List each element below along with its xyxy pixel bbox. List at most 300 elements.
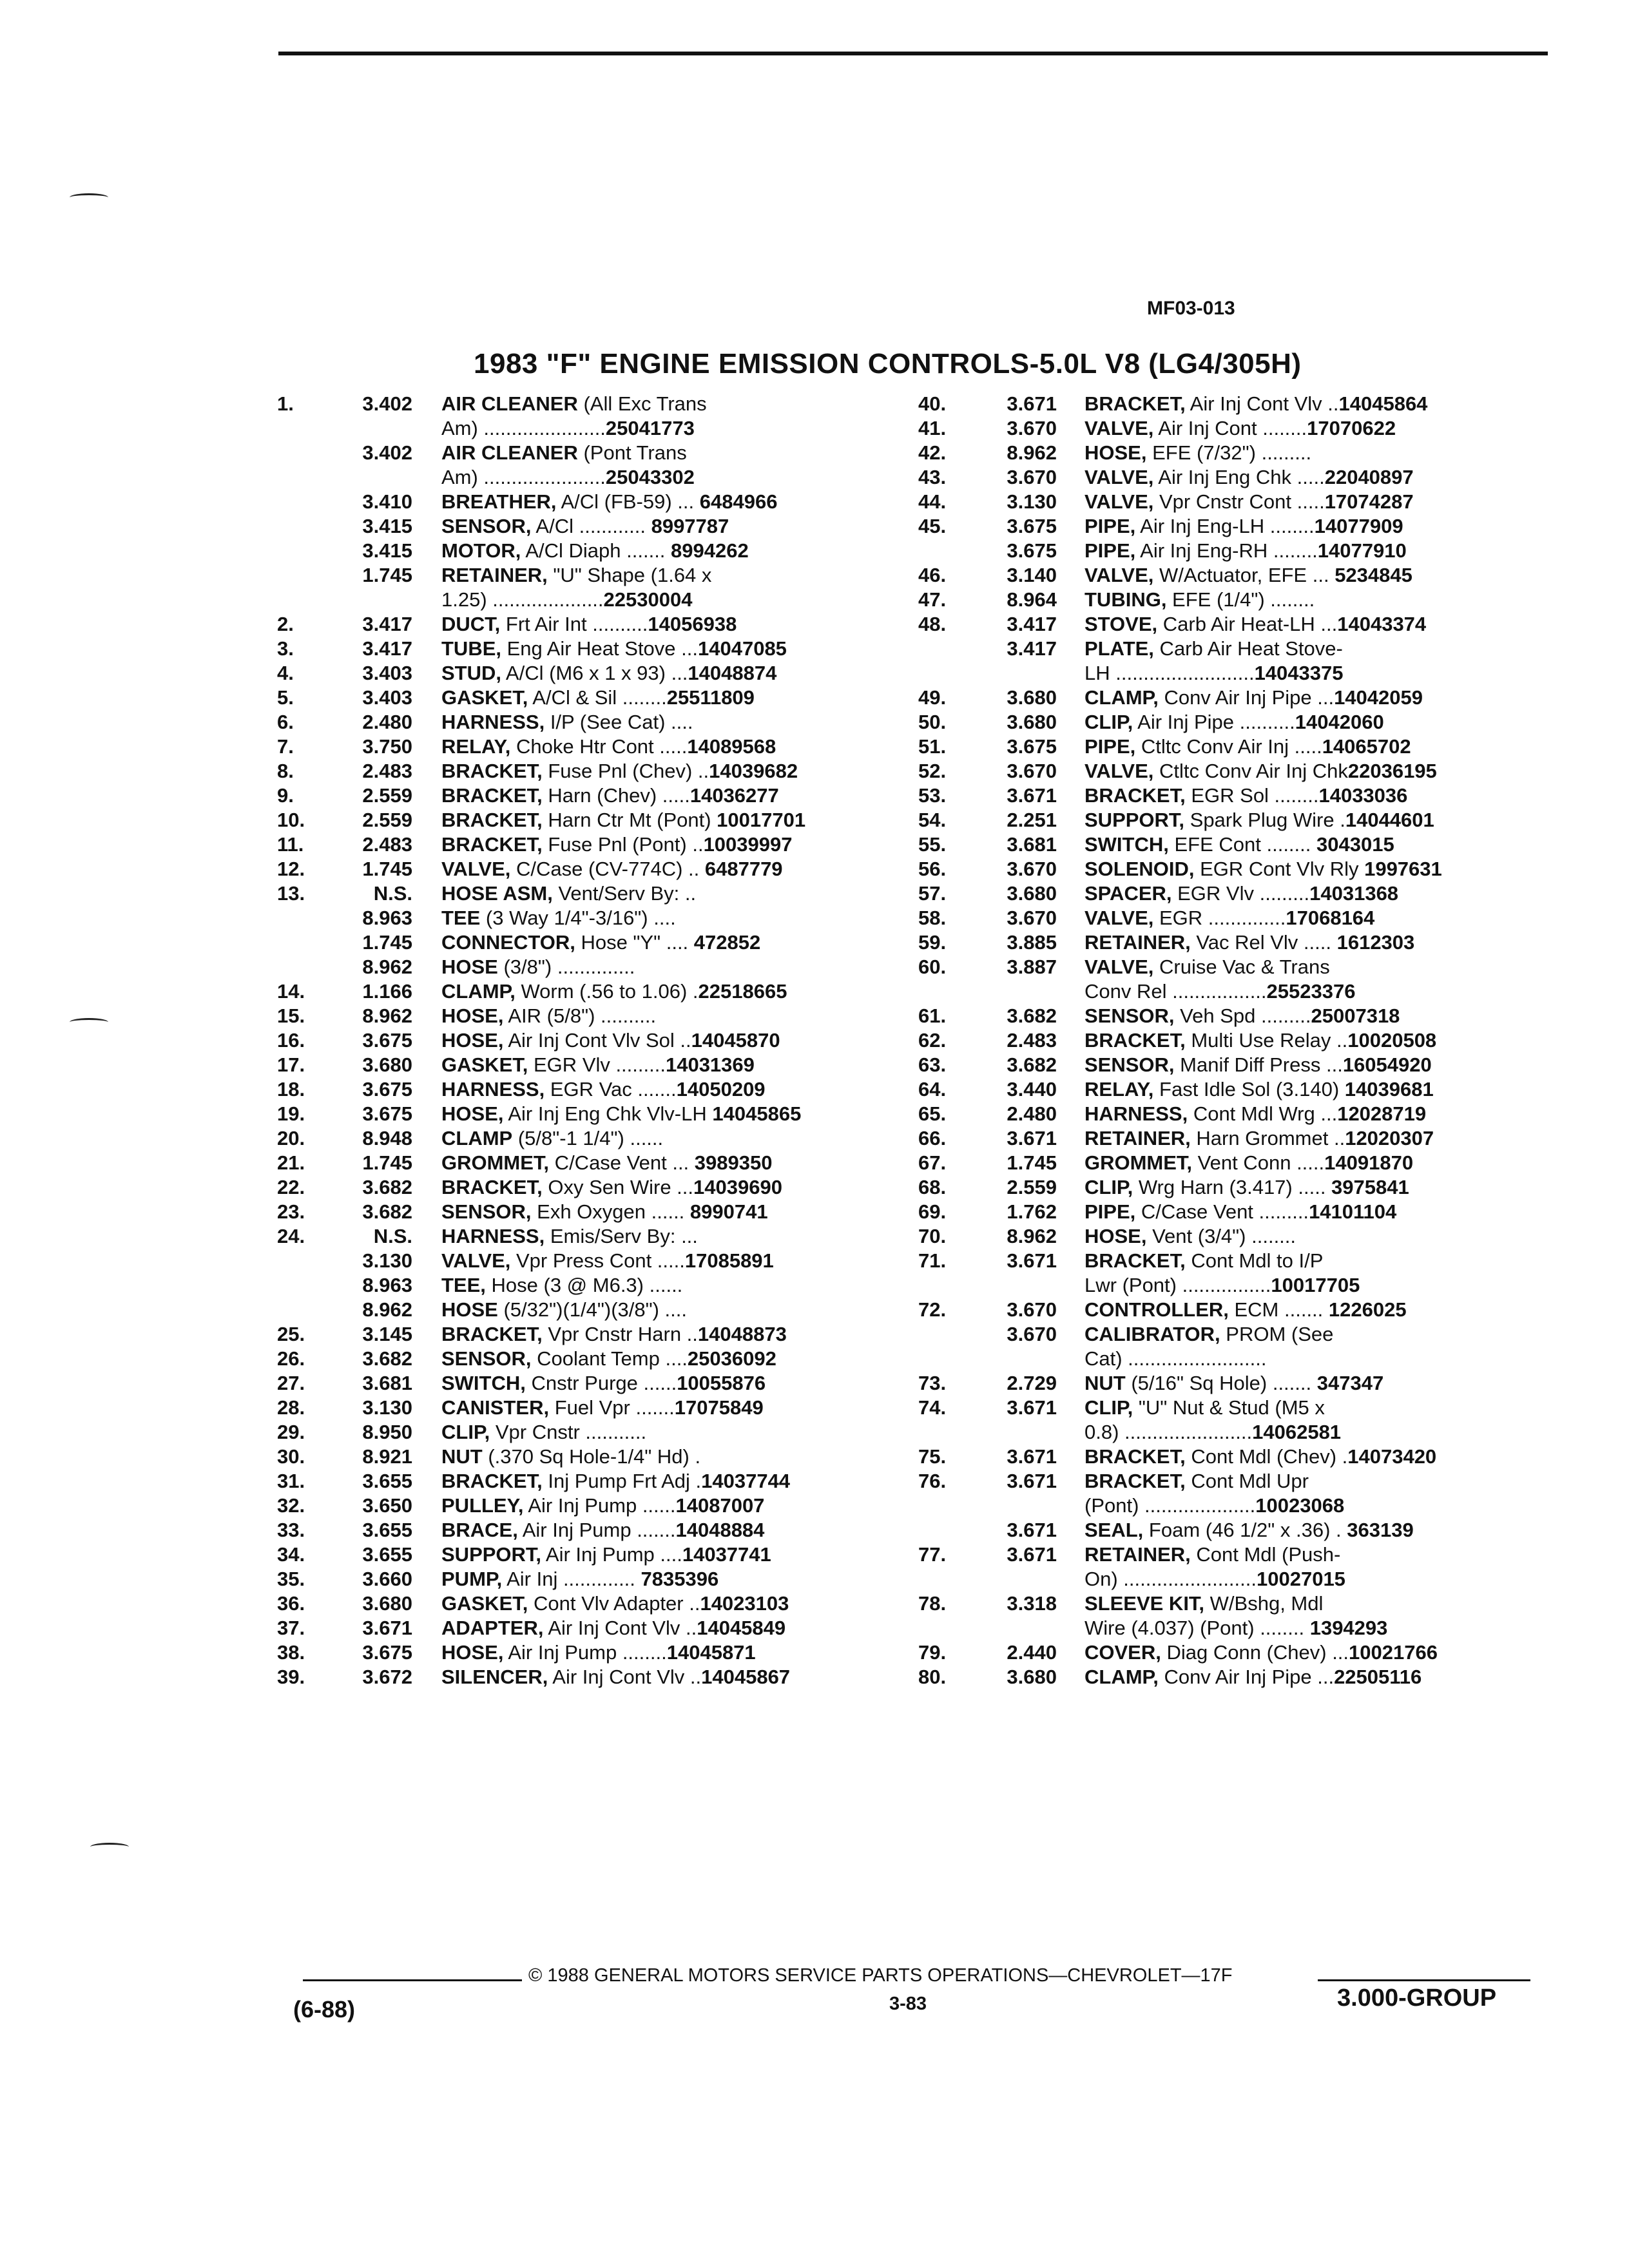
group-number: 3.675 (362, 1102, 412, 1125)
group-number: 3.675 (1007, 735, 1057, 758)
group-number: 3.671 (1007, 1127, 1057, 1149)
part-description (441, 392, 707, 416)
part-detail: Ctltc Conv Air Inj ..... (1135, 735, 1322, 758)
part-number: 14039682 (709, 760, 798, 782)
part-name: HOSE ASM, (441, 882, 553, 905)
part-name: HOSE, (441, 1029, 504, 1052)
part-description (1084, 514, 1403, 539)
part-detail: Cont Mdl Upr (1185, 1470, 1309, 1492)
part-name: CONTROLLER, (1084, 1298, 1229, 1321)
part-description (1084, 465, 1414, 490)
part-number: 7835396 (635, 1568, 719, 1590)
part-description (1084, 783, 1407, 808)
part-detail: C/Case (CV-774C) .. (510, 858, 700, 880)
item-number: 75. (918, 1445, 947, 1468)
part-number: 3989350 (689, 1151, 773, 1174)
part-number: 22505116 (1334, 1666, 1422, 1688)
item-number: 38. (277, 1641, 305, 1664)
part-detail: PROM (See (1220, 1323, 1334, 1345)
part-description (441, 906, 676, 930)
part-number: 12028719 (1337, 1102, 1427, 1125)
part-detail: Vpr Cnstr Cont ..... (1153, 490, 1325, 513)
part-number: 17074287 (1324, 490, 1414, 513)
item-number: 30. (277, 1445, 305, 1468)
item-number: 65. (918, 1102, 947, 1125)
part-description (441, 1224, 698, 1249)
part-detail: Carb Air Heat Stove- (1153, 637, 1343, 660)
part-name: TEE, (441, 1274, 486, 1296)
page-title: 1983 "F" ENGINE EMISSION CONTROLS-5.0L V8 (LG4/305H) (474, 348, 1302, 380)
part-detail: Cont Mdl (Push- (1190, 1543, 1341, 1566)
part-description (1084, 1518, 1414, 1542)
part-number: 14091870 (1324, 1151, 1414, 1174)
part-name: BREATHER, (441, 490, 557, 513)
part-description (441, 1591, 789, 1616)
part-description (1084, 637, 1343, 661)
part-description (1084, 955, 1330, 979)
part-number: 22518665 (698, 980, 787, 1003)
part-name: HARNESS, (441, 1078, 545, 1100)
part-name: SUPPORT, (1084, 809, 1185, 831)
group-number: 3.680 (1007, 711, 1057, 733)
group-number: 3.675 (362, 1641, 412, 1664)
part-description (441, 416, 695, 441)
part-description (441, 1396, 764, 1420)
part-detail: Worm (.56 to 1.06) . (515, 980, 699, 1003)
group-number: 3.671 (1007, 1470, 1057, 1492)
part-name: BRACKET, (1084, 1470, 1186, 1492)
part-detail: Hose (3 @ M6.3) ...... (485, 1274, 683, 1296)
part-detail: Air Inj ............. (502, 1568, 635, 1590)
part-detail: Air Inj Eng-RH ........ (1135, 539, 1318, 562)
part-detail: ECM ....... (1228, 1298, 1324, 1321)
part-name: CLAMP, (1084, 686, 1159, 709)
part-name: HOSE, (1084, 441, 1147, 464)
group-number: 3.682 (1007, 1053, 1057, 1076)
part-detail: EFE (7/32") ......... (1146, 441, 1312, 464)
group-number: 3.403 (362, 662, 412, 684)
part-name: HARNESS, (441, 711, 545, 733)
part-description (1084, 1053, 1432, 1077)
part-description (441, 1151, 772, 1175)
part-description (1084, 1396, 1325, 1420)
item-number: 49. (918, 686, 947, 709)
part-name: PIPE, (1084, 539, 1136, 562)
item-number: 27. (277, 1372, 305, 1394)
part-description (1084, 1494, 1344, 1518)
part-description (1084, 930, 1414, 955)
part-number: 14048884 (675, 1519, 765, 1541)
group-number: 2.559 (1007, 1176, 1057, 1198)
item-number: 62. (918, 1029, 947, 1052)
item-number: 56. (918, 858, 947, 880)
part-detail: Cnstr Purge ...... (525, 1372, 677, 1394)
part-name: VALVE, (1084, 564, 1154, 586)
part-description (441, 1028, 780, 1053)
part-description (1084, 441, 1311, 465)
part-description (441, 710, 693, 735)
part-description (1084, 1542, 1340, 1567)
punch-mark (70, 193, 108, 202)
part-description (441, 1273, 682, 1298)
part-detail: (5/16" Sq Hole) ....... (1125, 1372, 1312, 1394)
group-number: 3.670 (1007, 417, 1057, 439)
part-number: 10021766 (1349, 1641, 1438, 1664)
part-number: 14037744 (701, 1470, 791, 1492)
group-number: 2.483 (362, 760, 412, 782)
group-number: 3.680 (362, 1592, 412, 1615)
part-description (1084, 759, 1437, 783)
part-detail: (All Exc Trans (577, 392, 707, 415)
group-number: 3.671 (1007, 1396, 1057, 1419)
item-number: 58. (918, 907, 947, 929)
part-name: VALVE, (1084, 907, 1154, 929)
group-number: 3.130 (1007, 490, 1057, 513)
part-description (1084, 1469, 1309, 1494)
part-name: STOVE, (1084, 613, 1158, 635)
part-name: GROMMET, (441, 1151, 550, 1174)
group-number: 3.887 (1007, 956, 1057, 978)
item-number: 1. (277, 392, 294, 415)
part-name: CLAMP, (441, 980, 516, 1003)
part-name: BRACKET, (1084, 784, 1186, 807)
part-name: SPACER, (1084, 882, 1172, 905)
part-detail: A/Cl ............ (531, 515, 646, 537)
part-number: 10039997 (703, 833, 793, 856)
part-number: 22036195 (1347, 760, 1437, 782)
part-description (441, 1175, 782, 1200)
part-description (441, 1249, 774, 1273)
part-name: GASKET, (441, 1592, 528, 1615)
group-number: 8.963 (362, 1274, 412, 1296)
item-number: 39. (277, 1666, 305, 1688)
group-number: 2.480 (362, 711, 412, 733)
group-number: 8.950 (362, 1421, 412, 1443)
part-detail: (.370 Sq Hole-1/4" Hd) . (482, 1445, 701, 1468)
item-number: 25. (277, 1323, 305, 1345)
item-number: 69. (918, 1200, 947, 1223)
part-number: 25523376 (1266, 980, 1356, 1003)
item-number: 76. (918, 1470, 947, 1492)
item-number: 77. (918, 1543, 947, 1566)
part-name: BRACKET, (441, 784, 543, 807)
part-name: PIPE, (1084, 1200, 1136, 1223)
part-number: 14062581 (1252, 1421, 1342, 1443)
top-rule (278, 52, 1548, 55)
part-description (1084, 1249, 1323, 1273)
part-detail: Air Inj Pump ....... (517, 1519, 676, 1541)
group-number: 3.417 (362, 613, 412, 635)
part-number: 14050209 (676, 1078, 766, 1100)
part-number: 14048873 (697, 1323, 787, 1345)
part-description (441, 930, 760, 955)
item-number: 54. (918, 809, 947, 831)
part-number: 14048874 (688, 662, 777, 684)
item-number: 16. (277, 1029, 305, 1052)
item-number: 70. (918, 1225, 947, 1247)
group-number: 2.480 (1007, 1102, 1057, 1125)
part-number: 25041773 (605, 417, 695, 439)
part-number: 14077909 (1314, 515, 1403, 537)
part-number: 10023068 (1255, 1494, 1345, 1517)
part-name: BRACKET, (1084, 1445, 1186, 1468)
part-description (1084, 1371, 1383, 1396)
part-name: RELAY, (441, 735, 511, 758)
document-id: MF03-013 (1147, 298, 1235, 319)
item-number: 63. (918, 1053, 947, 1076)
part-number: 10027015 (1257, 1568, 1345, 1590)
copyright-notice: © 1988 GENERAL MOTORS SERVICE PARTS OPERATIONS—CHEVROLET—17F (528, 1965, 1233, 1986)
part-detail: "U" Shape (1.64 x (547, 564, 712, 586)
part-number: 3975841 (1325, 1176, 1409, 1198)
group-number: 1.166 (362, 980, 412, 1003)
group-number: 2.559 (362, 809, 412, 831)
part-detail: (5/32")(1/4")(3/8") .... (497, 1298, 688, 1321)
item-number: 36. (277, 1592, 305, 1615)
group-number: 2.483 (1007, 1029, 1057, 1052)
part-name: GASKET, (441, 1053, 528, 1076)
group-number: 3.682 (362, 1347, 412, 1370)
item-number: 48. (918, 613, 947, 635)
group-number: 3.415 (362, 515, 412, 537)
part-name: BRACE, (441, 1519, 518, 1541)
part-name: SWITCH, (441, 1372, 526, 1394)
group-number: 3.682 (1007, 1004, 1057, 1027)
item-number: 24. (277, 1225, 305, 1247)
part-description (441, 1469, 790, 1494)
group-number: 3.440 (1007, 1078, 1057, 1100)
part-name: NUT (441, 1445, 483, 1468)
group-number: 3.403 (362, 686, 412, 709)
part-description (441, 783, 779, 808)
part-detail: Conv Rel ................. (1084, 980, 1267, 1003)
group-number: 3.675 (362, 1078, 412, 1100)
part-description (441, 979, 787, 1004)
group-number: 3.417 (362, 637, 412, 660)
part-name: SUPPORT, (441, 1543, 542, 1566)
part-name: PIPE, (1084, 515, 1136, 537)
group-number: 3.655 (362, 1519, 412, 1541)
part-description (441, 1518, 764, 1542)
item-number: 26. (277, 1347, 305, 1370)
part-name: RELAY, (1084, 1078, 1154, 1100)
part-name: STUD, (441, 662, 501, 684)
part-detail: I/P (See Cat) .... (545, 711, 693, 733)
part-description (441, 857, 783, 881)
part-detail: Vac Rel Vlv ..... (1190, 931, 1331, 954)
part-number: 17085891 (684, 1249, 774, 1272)
part-detail: Air Inj Cont ........ (1153, 417, 1307, 439)
item-number: 33. (277, 1519, 305, 1541)
part-detail: (Pont Trans (577, 441, 687, 464)
group-number: 8.963 (362, 907, 412, 929)
part-detail: A/Cl (M6 x 1 x 93) ... (501, 662, 688, 684)
part-detail: Conv Air Inj Pipe ... (1158, 1666, 1335, 1688)
group-number: 3.885 (1007, 931, 1057, 954)
item-number: 29. (277, 1421, 305, 1443)
part-description (441, 1542, 771, 1567)
part-name: HOSE (441, 956, 498, 978)
punch-mark (90, 1843, 129, 1851)
part-description (1084, 881, 1398, 906)
item-number: 22. (277, 1176, 305, 1198)
part-description (1084, 1445, 1436, 1469)
part-number: 347347 (1311, 1372, 1384, 1394)
item-number: 79. (918, 1641, 947, 1664)
item-number: 18. (277, 1078, 305, 1100)
group-number: 3.750 (362, 735, 412, 758)
part-description (1084, 1322, 1333, 1347)
part-number: 17075849 (674, 1396, 764, 1419)
part-name: AIR CLEANER (441, 441, 578, 464)
group-number: 3.681 (1007, 833, 1057, 856)
item-number: 51. (918, 735, 947, 758)
part-detail: Air Inj Eng Chk ..... (1153, 466, 1325, 488)
part-description (441, 661, 776, 686)
part-detail: Cat) ......................... (1084, 1347, 1267, 1370)
group-number: 8.962 (1007, 1225, 1057, 1247)
part-number: 25511809 (666, 686, 755, 709)
part-number: 8997787 (645, 515, 729, 537)
group-number: 3.670 (1007, 760, 1057, 782)
footer-rule-left (303, 1979, 522, 1981)
part-description (1084, 1591, 1323, 1616)
part-number: 25036092 (687, 1347, 776, 1370)
item-number: 28. (277, 1396, 305, 1419)
group-number: 8.962 (362, 1298, 412, 1321)
part-description (1084, 661, 1344, 686)
item-number: 3. (277, 637, 294, 660)
group-number: 3.140 (1007, 564, 1057, 586)
revision-date: (6-88) (293, 1996, 356, 2023)
part-description (1084, 735, 1411, 759)
part-detail: Fuel Vpr ....... (549, 1396, 675, 1419)
part-description (441, 759, 798, 783)
part-number: 1997631 (1358, 858, 1442, 880)
part-name: SILENCER, (441, 1666, 548, 1688)
part-description (1084, 392, 1427, 416)
item-number: 8. (277, 760, 294, 782)
group-number: 3.410 (362, 490, 412, 513)
part-name: VALVE, (1084, 417, 1154, 439)
group-number: 3.655 (362, 1470, 412, 1492)
part-name: ADAPTER, (441, 1617, 544, 1639)
group-number: 1.745 (362, 858, 412, 880)
item-number: 11. (277, 833, 304, 856)
part-detail: Spark Plug Wire . (1184, 809, 1345, 831)
part-detail: (3/8") .............. (497, 956, 635, 978)
part-detail: Air Inj Cont Vlv .. (1185, 392, 1339, 415)
part-name: NUT (1084, 1372, 1126, 1394)
part-name: CLIP, (1084, 1396, 1133, 1419)
part-name: BRACKET, (441, 833, 543, 856)
group-number: 3.672 (362, 1666, 412, 1688)
part-number: 10055876 (677, 1372, 766, 1394)
part-detail: EGR Vlv ......... (528, 1053, 666, 1076)
group-number: 2.483 (362, 833, 412, 856)
part-detail: EFE Cont ........ (1168, 833, 1311, 856)
part-detail: Vent (3/4") ........ (1146, 1225, 1296, 1247)
part-number: 14033036 (1318, 784, 1408, 807)
part-name: HOSE, (441, 1004, 504, 1027)
part-detail: Wrg Harn (3.417) ..... (1133, 1176, 1326, 1198)
part-name: AIR CLEANER (441, 392, 578, 415)
part-number: 10020508 (1347, 1029, 1437, 1052)
part-detail: Vpr Press Cont ..... (510, 1249, 685, 1272)
group-label: 3.000-GROUP (1337, 1984, 1497, 2012)
part-detail: EFE (1/4") ........ (1166, 588, 1315, 611)
part-number: 14039681 (1339, 1078, 1434, 1100)
group-number: 1.762 (1007, 1200, 1057, 1223)
part-name: CLAMP (441, 1127, 513, 1149)
group-number: 3.660 (362, 1568, 412, 1590)
part-number: 10017705 (1271, 1274, 1360, 1296)
group-number: 3.671 (1007, 1519, 1057, 1541)
part-name: SENSOR, (1084, 1004, 1175, 1027)
part-description (441, 441, 687, 465)
group-number: 3.655 (362, 1543, 412, 1566)
part-detail: 1.25) .................... (441, 588, 604, 611)
group-number: 8.964 (1007, 588, 1057, 611)
part-number: 3043015 (1311, 833, 1394, 856)
part-description (1084, 539, 1407, 563)
part-description (441, 612, 737, 637)
part-number: 14047085 (698, 637, 787, 660)
group-number: 2.559 (362, 784, 412, 807)
part-number: 14045865 (706, 1102, 802, 1125)
part-description (441, 955, 635, 979)
part-detail: Emis/Serv By: ... (545, 1225, 698, 1247)
punch-mark (70, 1018, 108, 1026)
part-detail: Air Inj Cont Vlv .. (548, 1666, 702, 1688)
part-description (1084, 832, 1394, 857)
group-number: 3.680 (1007, 882, 1057, 905)
part-detail: Fuse Pnl (Pont) .. (542, 833, 704, 856)
part-name: GROMMET, (1084, 1151, 1193, 1174)
part-number: 14031369 (665, 1053, 755, 1076)
group-number: 3.671 (362, 1617, 412, 1639)
group-number: 3.670 (1007, 466, 1057, 488)
item-number: 72. (918, 1298, 947, 1321)
part-description (441, 881, 696, 906)
part-detail: Harn Grommet .. (1190, 1127, 1345, 1149)
part-description (441, 490, 777, 514)
item-number: 60. (918, 956, 947, 978)
part-description (1084, 1151, 1413, 1175)
item-number: 23. (277, 1200, 305, 1223)
part-description (1084, 612, 1426, 637)
part-number: 1226025 (1323, 1298, 1407, 1321)
part-name: BRACKET, (441, 1176, 543, 1198)
part-description (1084, 1273, 1360, 1298)
part-detail: W/Bshg, Mdl (1204, 1592, 1324, 1615)
part-name: DUCT, (441, 613, 501, 635)
item-number: 53. (918, 784, 947, 807)
part-description (441, 1004, 656, 1028)
part-description (1084, 710, 1384, 735)
part-number: 6487779 (699, 858, 783, 880)
part-description (441, 465, 695, 490)
part-number: 8994262 (665, 539, 749, 562)
item-number: 7. (277, 735, 294, 758)
part-description (1084, 490, 1414, 514)
group-number: 3.415 (362, 539, 412, 562)
item-number: 46. (918, 564, 947, 586)
group-number: 3.680 (362, 1053, 412, 1076)
part-name: RETAINER, (1084, 1127, 1191, 1149)
part-detail: EGR Vac ....... (545, 1078, 677, 1100)
part-detail: C/Case Vent ... (549, 1151, 689, 1174)
